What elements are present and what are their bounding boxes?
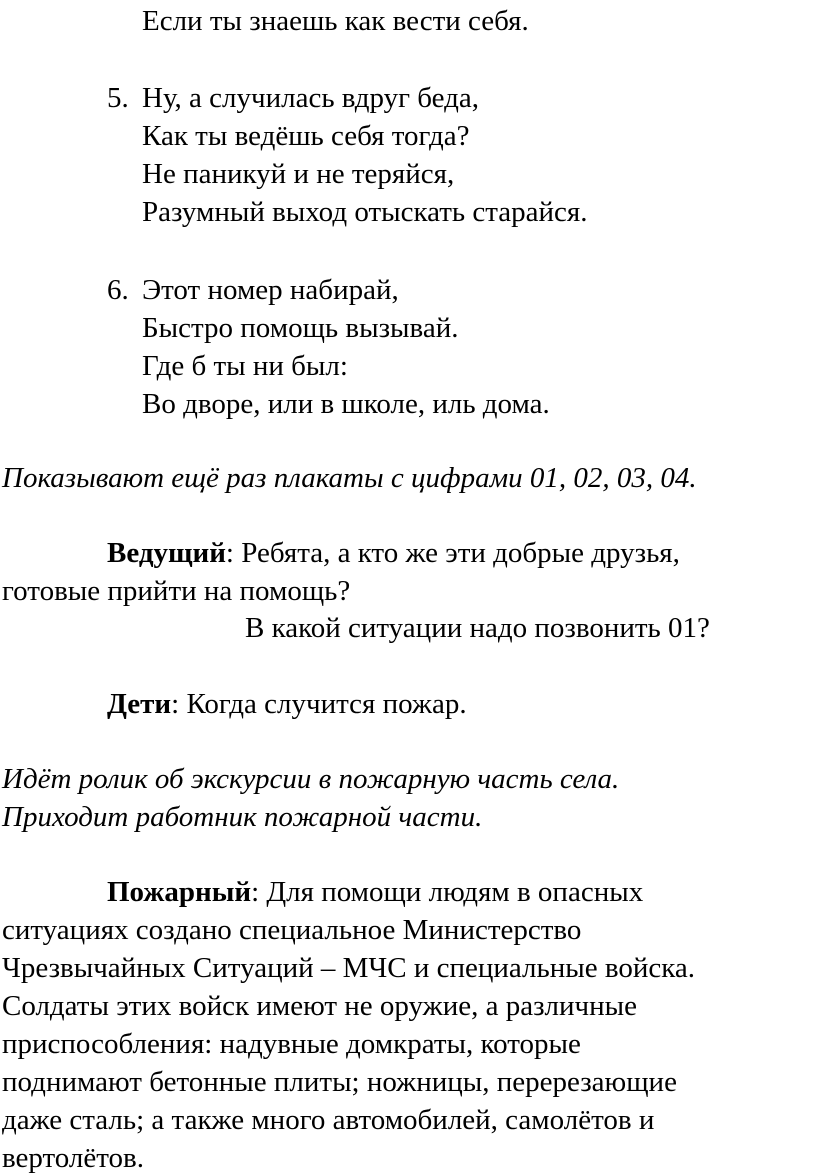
fireman-text-line: приспособления: надувные домкраты, которые: [2, 1028, 581, 1060]
verse-line: Ну, а случилась вдруг беда,: [142, 82, 480, 114]
verse-number: 6.: [107, 274, 129, 306]
verse-line: Не паникуй и не теряйся,: [142, 158, 455, 190]
verse-number: 5.: [107, 82, 129, 114]
fireman-text: : Для помощи людям в опасных: [251, 876, 644, 908]
verse-line: Во дворе, или в школе, иль дома.: [142, 388, 550, 420]
verse-line: Этот номер набирай,: [142, 274, 399, 306]
speaker-name: Дети: [107, 688, 172, 720]
verse-line: Разумный выход отыскать старайся.: [142, 196, 588, 228]
stage-direction: Показывают ещё раз плакаты с цифрами 01, 02, 03, 04.: [2, 462, 697, 494]
fireman-text-line: ситуациях создано специальное Министерство: [2, 914, 582, 946]
stage-direction: Приходит работник пожарной части.: [2, 801, 483, 833]
host-text-line: готовые прийти на помощь?: [2, 575, 351, 607]
host-paragraph: [107, 535, 680, 571]
verse-line: Быстро помощь вызывай.: [142, 312, 459, 344]
host-text-line: В какой ситуации надо позвонить 01?: [245, 612, 710, 644]
speaker-name: Пожарный: [107, 876, 252, 908]
verse-line: Где б ты ни был:: [142, 350, 348, 382]
stage-direction: Идёт ролик об экскурсии в пожарную часть села.: [2, 763, 620, 795]
fireman-text-line: даже сталь; а также много автомобилей, самолётов и: [2, 1104, 655, 1136]
fireman-text-line: вертолётов.: [2, 1142, 144, 1174]
speaker-name: Ведущий: [107, 537, 226, 569]
verse-line: Если ты знаешь как вести себя.: [142, 5, 529, 37]
fireman-paragraph: [107, 874, 643, 910]
fireman-text-line: поднимают бетонные плиты; ножницы, перерезающие: [2, 1066, 677, 1098]
host-text: : Ребята, а кто же эти добрые друзья,: [225, 537, 680, 569]
children-text: : Когда случится пожар.: [171, 688, 467, 720]
fireman-text-line: Солдаты этих войск имеют не оружие, а различные: [2, 990, 637, 1022]
children-paragraph: [107, 686, 467, 722]
verse-line: Как ты ведёшь себя тогда?: [142, 120, 470, 152]
fireman-text-line: Чрезвычайных Ситуаций – МЧС и специальные войска.: [2, 952, 696, 984]
